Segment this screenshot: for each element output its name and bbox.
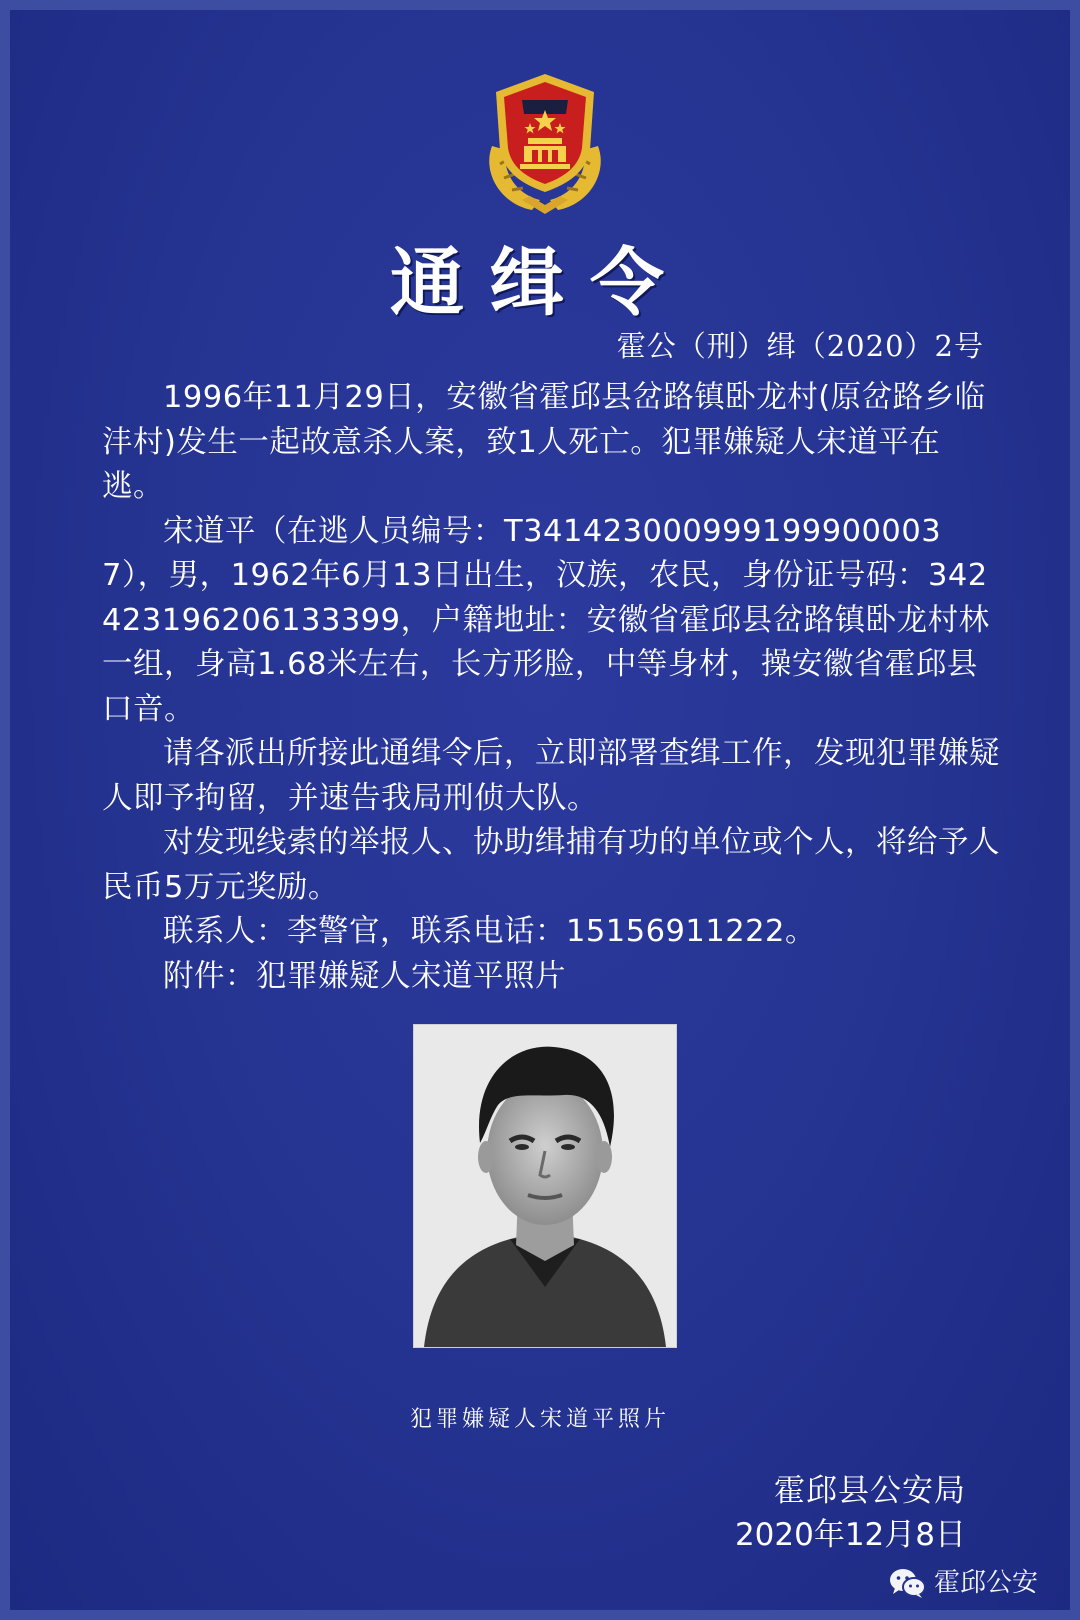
document-number: 霍公（刑）缉（2020）2号 (616, 329, 984, 363)
paragraph-suspect-details: 宋道平（在逃人员编号：T3414230009991999000037），男，1962年6月13日出生，汉族，农民，身份证号码：342423196206133399，户籍地址：安徽省霍邱县岔路镇卧龙村林一组，身高1.68米左右，长方形脸，中等身材，操安徽省霍邱县口音。 (102, 513, 990, 727)
notice-body (102, 376, 1002, 999)
paragraph-reward: 对发现线索的举报人、协助缉捕有功的单位或个人，将给予人民币5万元奖励。 (102, 825, 1000, 905)
paragraph-contact: 联系人：李警官，联系电话：15156911222。 (163, 914, 816, 949)
photo-caption: 犯罪嫌疑人宋道平照片 (409, 1407, 670, 1432)
notice-title: 通缉令 (390, 240, 690, 326)
paragraph-instructions: 请各派出所接此通缉令后，立即部署查缉工作，发现犯罪嫌疑人即予拘留，并速告我局刑侦大队。 (102, 736, 1000, 816)
issue-date: 2020年12月8日 (734, 1517, 966, 1553)
suspect-photo (414, 1025, 676, 1347)
wechat-icon (888, 1567, 926, 1599)
issuing-authority: 霍邱县公安局 (774, 1473, 966, 1509)
paragraph-case: 1996年11月29日，安徽省霍邱县岔路镇卧龙村(原岔路乡临沣村)发生一起故意杀人案，致1人死亡。犯罪嫌疑人宋道平在逃。 (102, 380, 986, 504)
watermark-label: 霍邱公安 (933, 1568, 1038, 1598)
wechat-watermark (888, 1565, 1038, 1601)
paragraph-attachment: 附件：犯罪嫌疑人宋道平照片 (163, 958, 566, 994)
police-emblem-icon (470, 68, 620, 218)
